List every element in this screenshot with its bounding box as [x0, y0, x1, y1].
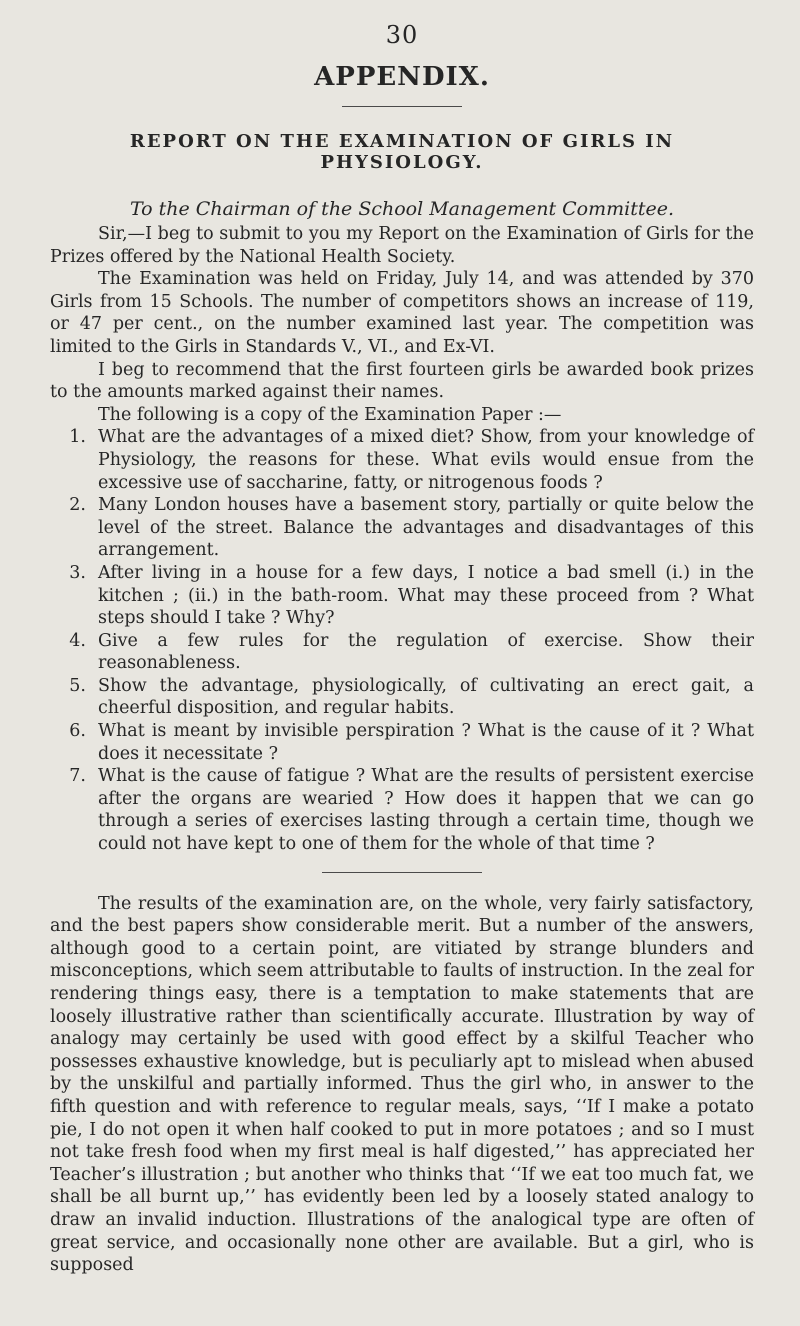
- examination-questions-list: [50, 426, 754, 855]
- exam-held-paragraph: The Examination was held on Friday, July 14, and was attended by 370 Girls from 15 Schools. The number of competitors shows an increase of 119, or 47 per cent., on the number examined last year. The competition was limited to the Girls in Standards V., VI., and Ex-VI.: [50, 269, 754, 357]
- appendix-title: APPENDIX.: [314, 62, 490, 92]
- question-number: 1.: [69, 427, 86, 448]
- question-number: 6.: [69, 721, 86, 742]
- question-item: [50, 426, 754, 494]
- recommend-paragraph: I beg to recommend that the first fourteen girls be awarded book prizes to the amounts marked against their names.: [50, 359, 754, 403]
- question-text: Show the advantage, physiologically, of cultivating an erect gait, a cheerful disposition, and regular habits.: [98, 675, 754, 719]
- question-item: [50, 494, 754, 562]
- report-heading: REPORT ON THE EXAMINATION OF GIRLS IN PHYSIOLOGY.: [129, 131, 675, 173]
- paper-intro-paragraph: The following is a copy of the Examination Paper :—: [98, 404, 562, 425]
- question-item: [50, 675, 754, 720]
- page-number: 30: [385, 21, 419, 49]
- question-text: After living in a house for a few days, I notice a bad smell (i.) in the kitchen ; (ii.) in the bath-room. What may these proceed from ? What steps should I take ? Why?: [98, 562, 754, 629]
- results-paragraph: The results of the examination are, on the whole, very fairly satisfactory, and the best papers show considerable merit. But a number of the answers, although good to a certain point, are vitiated by strange blunders and misconceptions, which seem attributable to faults of instruction. In the zeal for rendering things easy, there is a temptation to make statements that are loosely illustrative rather than scientifically accurate. Illustration by way of analogy may certainly be used with good effect by a skilful Teacher who possesses exhaustive knowledge, but is peculiarly apt to mislead when abused by the unskilful and partially informed. Thus the girl who, in answer to the fifth question and with reference to regular meals, says, ‘‘If I make a potato pie, I do not open it when half cooked to put in more potatoes ; and so I must not take fresh food when my first meal is half digested,’’ has appreciated her Teacher’s illustration ; but another who thinks that ‘‘If we eat too much fat, we shall be all burnt up,’’ has evidently been led by a loosely stated analogy to draw an invalid induction. Illustrations of the analogical type are often of great service, and occasionally none other are available. But a girl, who is supposed: [50, 893, 754, 1276]
- question-number: 3.: [69, 562, 86, 583]
- section-divider: [322, 872, 482, 873]
- question-number: 4.: [69, 630, 86, 651]
- addressee-line: To the Chairman of the School Management Committee.: [129, 198, 675, 220]
- question-number: 7.: [69, 766, 86, 787]
- question-text: What is the cause of fatigue ? What are the results of persistent exercise after the organs are wearied ? How does it happen that we can go through a series of exercises lasting through a certain time, though we could not have kept to one of them for the whole of that time ?: [98, 766, 754, 855]
- question-text: Give a few rules for the regulation of exercise. Show their reasonableness.: [98, 630, 754, 674]
- question-number: 5.: [69, 675, 86, 696]
- question-item: [50, 765, 754, 855]
- question-text: Many London houses have a basement story, partially or quite below the level of the street. Balance the advantages and disadvantages of this arrangement.: [98, 495, 754, 561]
- question-item: [50, 720, 754, 765]
- question-item: [50, 562, 754, 630]
- question-item: [50, 630, 754, 675]
- question-number: 2.: [69, 495, 86, 516]
- title-divider: [342, 106, 462, 107]
- question-text: What are the advantages of a mixed diet? Show, from your knowledge of Physiology, the reasons for these. What evils would ensue from the excessive use of saccharine, fatty, or nitrogenous foods ?: [98, 427, 754, 493]
- salutation-paragraph: Sir,—I beg to submit to you my Report on the Examination of Girls for the Prizes offered by the National Health Society.: [50, 224, 754, 267]
- question-text: What is meant by invisible perspiration ? What is the cause of it ? What does it necessitate ?: [98, 721, 754, 764]
